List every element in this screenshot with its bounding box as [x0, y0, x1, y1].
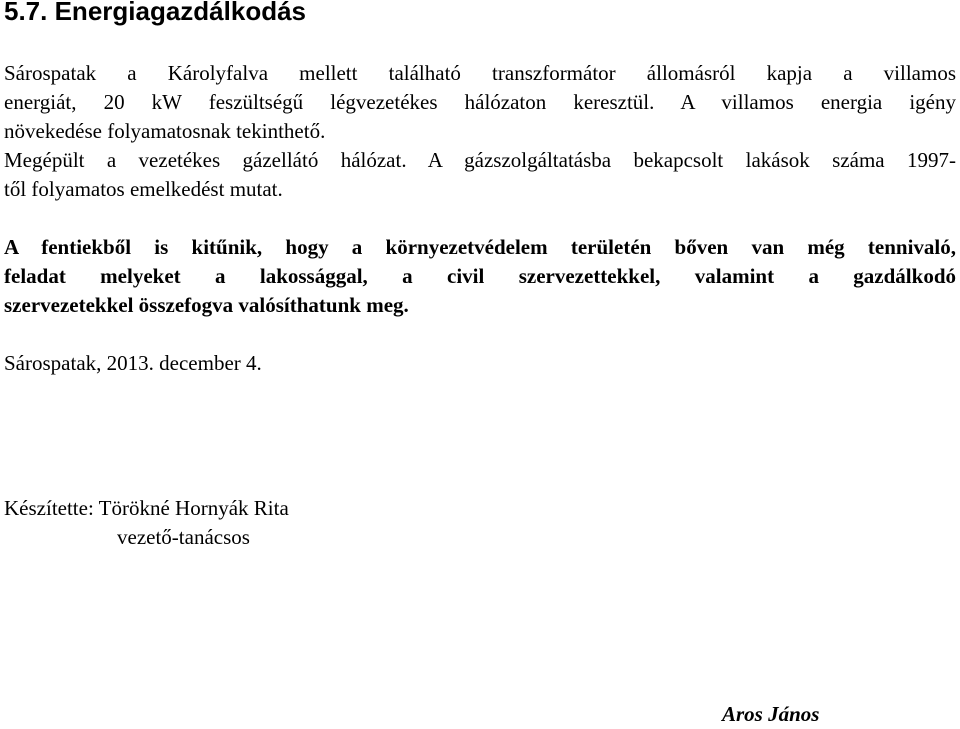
paragraph-line: növekedése folyamatosnak tekinthető.	[4, 119, 326, 143]
paragraph-conclusion	[4, 233, 956, 320]
section-heading: 5.7. Energiagazdálkodás	[4, 0, 307, 26]
paragraph-line: feladat melyeket a lakossággal, a civil szervezettekkel, valamint a gazdálkodó	[4, 264, 956, 288]
paragraph-line: től folyamatos emelkedést mutat.	[4, 177, 283, 201]
paragraph-line: Megépült a vezetékes gázellátó hálózat. A gázszolgáltatásba bekapcsolt lakások száma 1997-	[4, 148, 956, 172]
prepared-by: Készítette: Törökné Hornyák Rita	[4, 496, 289, 520]
paragraph-line: szervezetekkel összefogva valósíthatunk meg.	[4, 293, 409, 317]
paragraph-line: A fentiekből is kitűnik, hogy a környezetvédelem területén bőven van még tennivaló,	[4, 235, 956, 259]
paragraph-line: energiát, 20 kW feszültségű légvezetékes hálózaton keresztül. A villamos energia igény	[4, 90, 956, 114]
signature-name: Aros János	[722, 702, 820, 726]
paragraph-electricity	[4, 59, 956, 146]
paragraph-line: Sárospatak a Károlyfalva mellett található transzformátor állomásról kapja a villamos	[4, 61, 956, 85]
author-role: vezető-tanácsos	[117, 525, 250, 549]
paragraph-gas	[4, 146, 956, 204]
document-date: Sárospatak, 2013. december 4.	[4, 351, 262, 375]
